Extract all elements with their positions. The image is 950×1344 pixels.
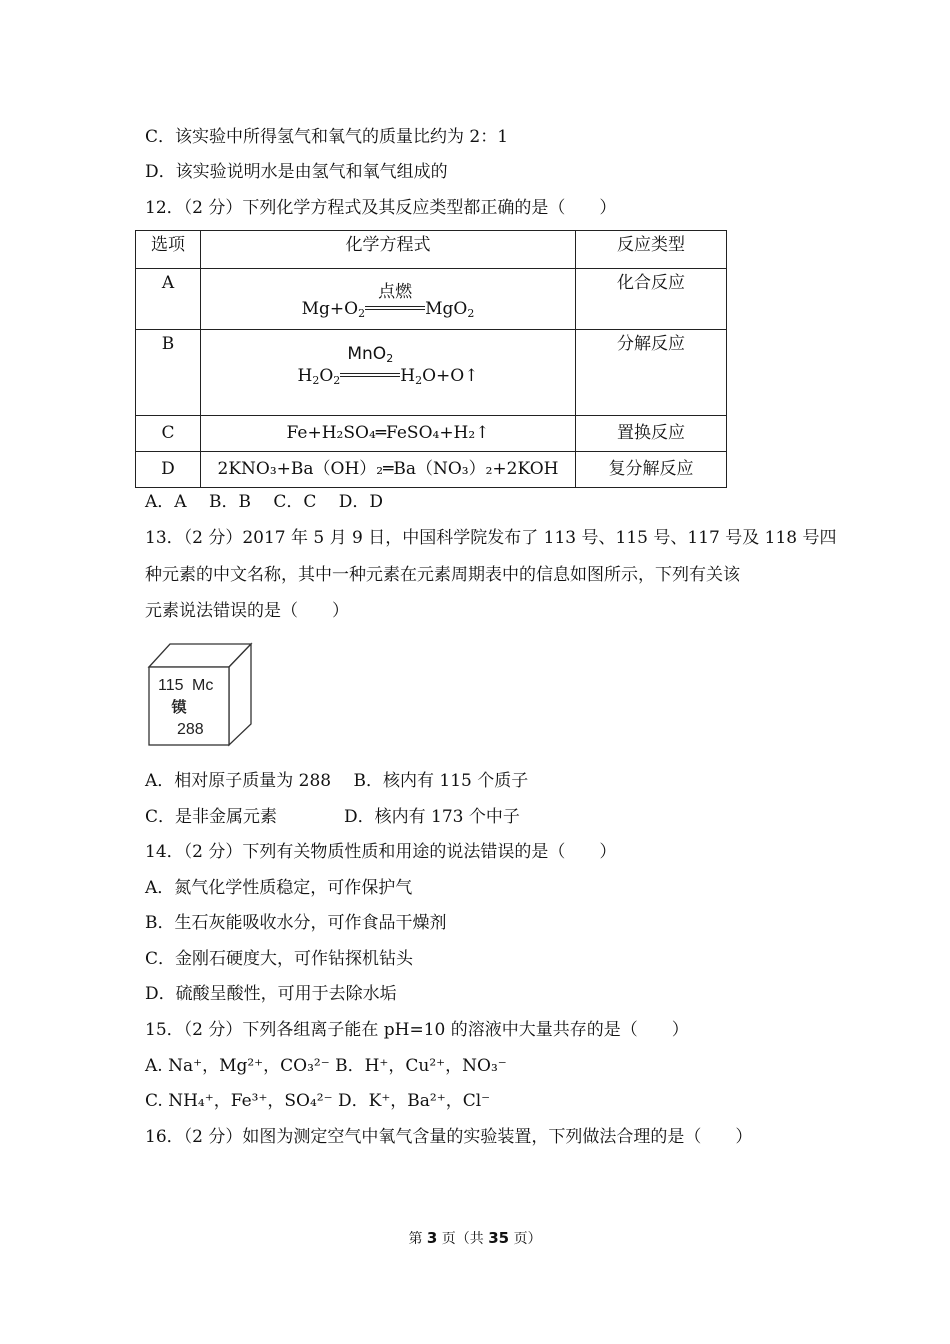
q12-answers: A．A B．B C．C D．D xyxy=(145,492,384,512)
header-option: 选项 xyxy=(136,231,201,269)
table-row xyxy=(136,416,727,452)
page-total: 35 xyxy=(488,1229,510,1247)
row-a-option: A xyxy=(136,269,201,330)
q15-options-cd: C. NH₄⁺，Fe³⁺，SO₄²⁻ D．K⁺，Ba²⁺，Cl⁻ xyxy=(145,1091,491,1111)
condition-catalyst: MnO$_2$ xyxy=(347,344,394,365)
condition-ignite: 点燃 xyxy=(378,282,413,302)
q13-line-2: 种元素的中文名称，其中一种元素在元素周期表中的信息如图所示，下列有关该 xyxy=(145,565,740,585)
row-c-option: C xyxy=(136,416,201,452)
row-c-equation: Fe+H₂SO₄═FeSO₄+H₂↑ xyxy=(201,416,576,452)
row-b-option: B xyxy=(136,330,201,416)
q12-stem: 12．（2 分）下列化学方程式及其反应类型都正确的是（ ） xyxy=(145,198,617,218)
q14-option-b: B．生石灰能吸收水分，可作食品干燥剂 xyxy=(145,913,447,933)
element-number: 115 xyxy=(158,677,184,694)
q14-option-c: C．金刚石硬度大，可作钻探机钻头 xyxy=(145,949,414,969)
element-symbol: Mc xyxy=(192,677,214,694)
page-number: 3 xyxy=(426,1229,438,1247)
q15-options-ab: A. Na⁺，Mg²⁺，CO₃²⁻ B．H⁺，Cu²⁺，NO₃⁻ xyxy=(145,1056,507,1076)
header-equation: 化学方程式 xyxy=(201,231,576,269)
row-a-equation: $Mg+O_2$ 点燃 MgO$_2$ xyxy=(201,269,576,330)
table-row xyxy=(136,330,727,416)
q13-line-1: 13．（2 分）2017 年 5 月 9 日，中国科学院发布了 113 号、115 号、117 号及 118 号四 xyxy=(145,528,837,548)
q14-stem: 14．（2 分）下列有关物质性质和用途的说法错误的是（ ） xyxy=(145,842,617,862)
q11-option-d: D．该实验说明水是由氢气和氧气组成的 xyxy=(145,162,448,182)
table-row xyxy=(136,452,727,488)
q13-options-ab: A．相对原子质量为 288 B．核内有 115 个质子 xyxy=(145,771,529,791)
q11-option-c: C．该实验中所得氢气和氧气的质量比约为 2：1 xyxy=(145,127,509,147)
row-a-type: 化合反应 xyxy=(576,269,727,330)
table-row xyxy=(136,269,727,330)
q13-line-3: 元素说法错误的是（ ） xyxy=(145,601,349,621)
q13-option-d: D．核内有 173 个中子 xyxy=(344,807,520,827)
q13-option-c: C．是非金属元素 xyxy=(145,807,278,827)
element-mass: 288 xyxy=(177,721,204,738)
q15-stem: 15．（2 分）下列各组离子能在 pH=10 的溶液中大量共存的是（ ） xyxy=(145,1020,689,1040)
row-d-equation: 2KNO₃+Ba（OH）₂═Ba（NO₃）₂+2KOH xyxy=(201,452,576,488)
row-d-type: 复分解反应 xyxy=(576,452,727,488)
row-c-type: 置换反应 xyxy=(576,416,727,452)
header-type: 反应类型 xyxy=(576,231,727,269)
equation-table xyxy=(135,230,727,488)
q14-option-a: A．氮气化学性质稳定，可作保护气 xyxy=(145,878,413,898)
row-d-option: D xyxy=(136,452,201,488)
row-b-equation: $H_2O_2$ MnO$_2$ $H_2O+O↑$ xyxy=(201,330,576,416)
q16-stem: 16．（2 分）如图为测定空气中氧气含量的实验装置，下列做法合理的是（ ） xyxy=(145,1127,753,1147)
element-cube-figure xyxy=(143,640,255,748)
q14-option-d: D．硫酸呈酸性，可用于去除水垢 xyxy=(145,984,397,1004)
row-b-type: 分解反应 xyxy=(576,330,727,416)
element-name: 镆 xyxy=(171,698,187,716)
page-footer: 第 3 页（共 35 页） xyxy=(408,1229,542,1247)
